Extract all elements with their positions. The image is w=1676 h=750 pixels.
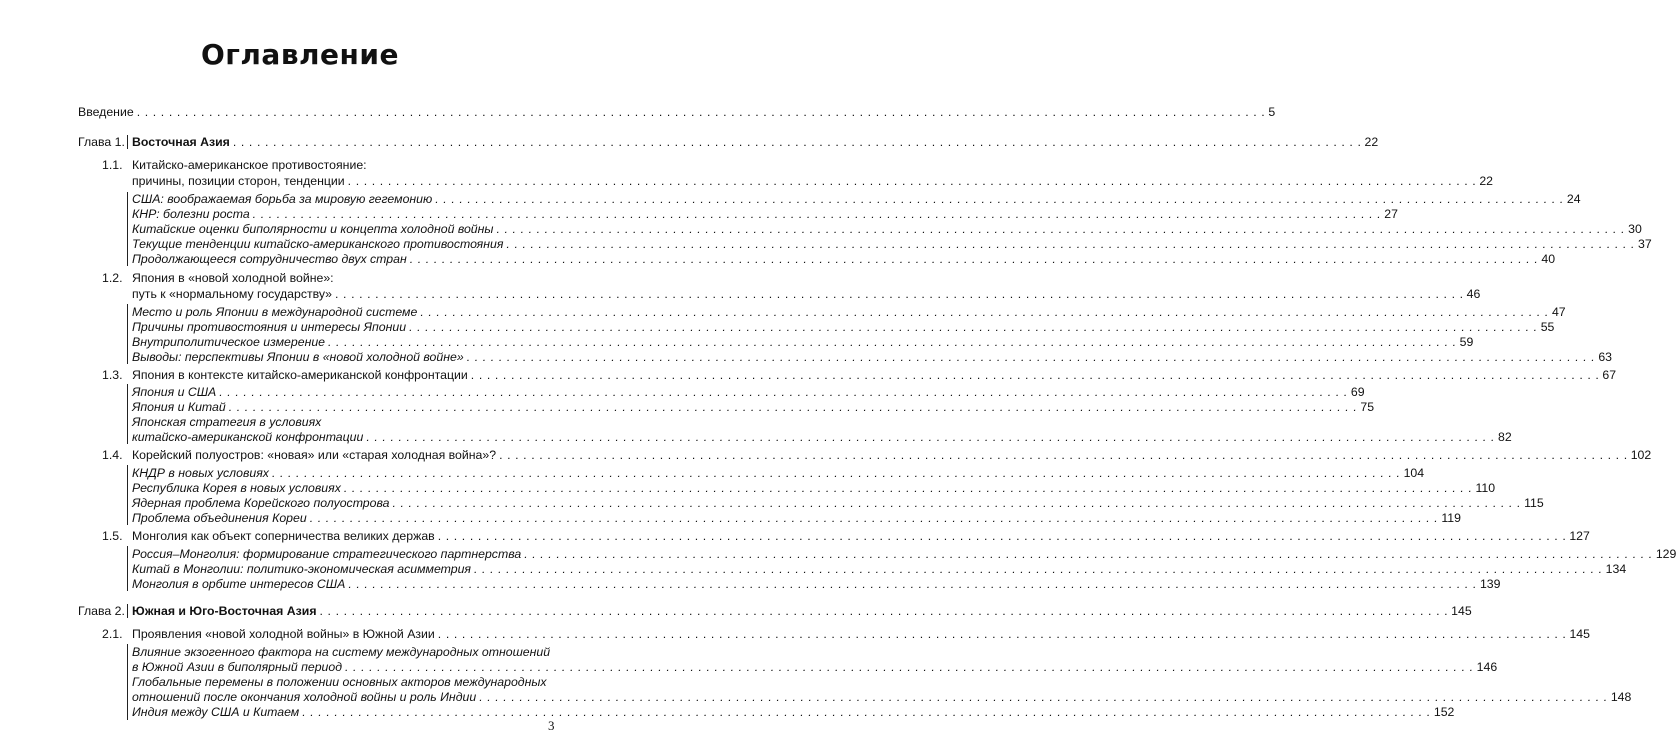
toc-entry-text: КНДР в новых условиях (132, 466, 269, 480)
toc-entry-page: 40 (1541, 252, 1556, 266)
toc-entry-page: 30 (1628, 222, 1642, 236)
toc-entry-page: 22 (1479, 174, 1493, 188)
toc-entry-page: 152 (1433, 705, 1455, 719)
toc-entry-text: Китай в Монголии: политико-экономическая асимметрия (132, 562, 471, 576)
toc-entry-text: отношений после окончания холодной войны и роль Индии (132, 690, 477, 704)
dot-leader (253, 207, 1382, 221)
toc-entry-page: 27 (1384, 207, 1398, 221)
toc-entry-text: Ядерная проблема Корейского полуострова (132, 496, 390, 510)
toc-entry-text: Монголия в орбите интересов США (132, 577, 346, 591)
toc-subsection[interactable] (132, 305, 1566, 319)
toc-entry-page: 24 (1566, 192, 1581, 206)
dot-leader (438, 627, 1567, 641)
dot-leader (137, 105, 1266, 119)
subsection-bar (127, 465, 128, 525)
toc-entry-text: китайско-американской конфронтации (132, 430, 364, 444)
toc-entry-text: Индия между США и Китаем (132, 705, 300, 719)
section-number: 1.1. (102, 158, 123, 172)
page-title: Оглавление (200, 38, 399, 71)
toc-subsection[interactable] (132, 577, 1501, 591)
toc-subsection[interactable] (132, 192, 1581, 206)
dot-leader (496, 222, 1625, 236)
dot-leader (409, 320, 1538, 334)
toc-entry-text: Южная и Юго-Восточная Азия (132, 604, 317, 618)
toc-subsection[interactable] (132, 466, 1425, 480)
section-number: 1.4. (102, 448, 123, 462)
dot-leader (320, 604, 1449, 618)
toc-subsection[interactable] (132, 481, 1496, 495)
toc-entry-page: 104 (1403, 466, 1425, 480)
toc-subsection[interactable] (132, 430, 1512, 444)
toc-subsection[interactable] (132, 222, 1642, 236)
toc-entry-text: Внутриполитическое измерение (132, 335, 326, 349)
section-number: 1.2. (102, 271, 123, 285)
toc-entry-page: 59 (1459, 335, 1474, 349)
toc-subsection[interactable] (132, 562, 1627, 576)
toc-entry-page: 110 (1475, 481, 1496, 495)
toc-entry-page: 145 (1569, 627, 1590, 641)
section-title-line: Китайско-американское противостояние: (132, 158, 367, 172)
toc-entry-page: 102 (1630, 448, 1652, 462)
toc-section-1-5[interactable] (132, 529, 1590, 543)
toc-entry-text: причины, позиции сторон, тенденции (132, 174, 345, 188)
dot-leader (392, 496, 1521, 510)
dot-leader (328, 335, 1457, 349)
toc-entry-text: Текущие тенденции китайско-американского противостояния (132, 237, 504, 251)
dot-leader (410, 252, 1539, 266)
toc-entry-text: в Южной Азии в биполярный период (132, 660, 343, 674)
toc-subsection[interactable] (132, 511, 1461, 525)
toc-entry-page: 139 (1479, 577, 1501, 591)
toc-entry-page: 75 (1360, 400, 1375, 414)
toc-entry-page: 146 (1476, 660, 1498, 674)
dot-leader (499, 448, 1628, 462)
toc-entry-page: 129 (1655, 547, 1676, 561)
toc-entry-text: Япония и США (132, 385, 217, 399)
toc-subsection[interactable] (132, 350, 1613, 364)
toc-entry-text: Япония в контексте китайско-американской конфронтации (132, 368, 468, 382)
toc-entry-page: 37 (1638, 237, 1652, 251)
subsection-bar (127, 644, 128, 720)
subsection-title-line: Влияние экзогенного фактора на систему международных отношений (132, 645, 551, 659)
toc-subsection[interactable] (132, 252, 1556, 266)
dot-leader (348, 174, 1477, 188)
toc-entry-page: 119 (1441, 511, 1461, 525)
dot-leader (335, 287, 1464, 301)
dot-leader (310, 511, 1439, 525)
subsection-bar (127, 546, 128, 591)
toc-entry-text: Республика Корея в новых условиях (132, 481, 341, 495)
subsection-bar (127, 192, 128, 266)
dot-leader (467, 350, 1596, 364)
chapter-divider (127, 135, 128, 149)
subsection-title-line: Глобальные перемены в положении основных акторов международных (132, 675, 547, 689)
toc-entry-text: путь к «нормальному государству» (132, 287, 332, 301)
toc-subsection[interactable] (132, 385, 1365, 399)
toc-subsection[interactable] (132, 496, 1544, 510)
section-number: 2.1. (102, 627, 123, 641)
toc-entry-page: 82 (1498, 430, 1512, 444)
toc-entry-text: Место и роль Японии в международной системе (132, 305, 418, 319)
dot-leader (524, 547, 1653, 561)
section-number: 1.5. (102, 529, 123, 543)
subsection-bar (127, 304, 128, 364)
toc-subsection[interactable] (132, 237, 1652, 251)
toc-subsection[interactable] (132, 547, 1676, 561)
toc-subsection[interactable] (132, 207, 1398, 221)
toc-entry-page: 69 (1350, 385, 1365, 399)
toc-entry-text: Монголия как объект соперничества великих держав (132, 529, 435, 543)
dot-leader (344, 481, 1473, 495)
chapter-number: Глава 2. (78, 604, 125, 618)
toc-entry-text: Япония и Китай (132, 400, 226, 414)
toc-entry-page: 67 (1602, 368, 1617, 382)
toc-entry-intro[interactable] (78, 105, 1276, 119)
dot-leader (229, 400, 1358, 414)
toc-subsection[interactable] (132, 690, 1632, 704)
dot-leader (474, 562, 1603, 576)
toc-entry-text: Введение (78, 105, 134, 119)
toc-entry-page: 127 (1569, 529, 1590, 543)
toc-entry-text: Выводы: перспективы Японии в «новой холодной войне» (132, 350, 464, 364)
toc-section-2-1[interactable] (132, 627, 1590, 641)
toc-entry-text: Корейский полуостров: «новая» или «старая холодная война»? (132, 448, 497, 462)
dot-leader (348, 577, 1477, 591)
toc-entry-text: КНР: болезни роста (132, 207, 250, 221)
toc-subsection[interactable] (132, 660, 1498, 674)
dot-leader (345, 660, 1474, 674)
toc-entry-page: 145 (1451, 604, 1472, 618)
toc-entry-page: 55 (1540, 320, 1555, 334)
toc-chapter-1[interactable] (132, 135, 1379, 149)
toc-section-1-1[interactable] (132, 174, 1493, 188)
toc-entry-page: 148 (1610, 690, 1632, 704)
toc-entry-page: 63 (1598, 350, 1613, 364)
toc-entry-text: Восточная Азия (132, 135, 230, 149)
toc-entry-text: Проблема объединения Кореи (132, 511, 307, 525)
dot-leader (471, 368, 1600, 382)
toc-entry-page: 22 (1364, 135, 1379, 149)
toc-entry-page: 46 (1466, 287, 1481, 301)
toc-entry-page: 115 (1524, 496, 1544, 510)
toc-section-1-2[interactable] (132, 287, 1481, 301)
toc-section-1-4[interactable] (132, 448, 1652, 462)
dot-leader (479, 690, 1608, 704)
dot-leader (420, 305, 1549, 319)
dot-leader (438, 529, 1567, 543)
dot-leader (506, 237, 1635, 251)
dot-leader (272, 466, 1401, 480)
section-number: 1.3. (102, 368, 123, 382)
dot-leader (302, 705, 1431, 719)
toc-entry-text: Россия–Монголия: формирование стратегического партнерства (132, 547, 522, 561)
toc-entry-text: Китайские оценки биполярности и концепта холодной войны (132, 222, 494, 236)
toc-entry-text: Продолжающееся сотрудничество двух стран (132, 252, 407, 266)
toc-section-1-3[interactable] (132, 368, 1617, 382)
toc-subsection[interactable] (132, 335, 1474, 349)
page-number: 3 (548, 718, 555, 733)
toc-entry-page: 134 (1605, 562, 1627, 576)
dot-leader (366, 430, 1495, 444)
toc-entry-text: Причины противостояния и интересы Японии (132, 320, 407, 334)
toc-chapter-2[interactable] (132, 604, 1472, 618)
dot-leader (233, 135, 1362, 149)
toc-subsection[interactable] (132, 705, 1455, 719)
chapter-number: Глава 1. (78, 135, 125, 149)
toc-subsection[interactable] (132, 400, 1375, 414)
dot-leader (219, 385, 1348, 399)
toc-entry-text: Проявления «новой холодной войны» в Южной Азии (132, 627, 435, 641)
subsection-bar (127, 384, 128, 444)
dot-leader (435, 192, 1564, 206)
toc-entry-page: 5 (1268, 105, 1276, 119)
chapter-divider (127, 604, 128, 618)
toc-entry-text: США: воображаемая борьба за мировую гегемонию (132, 192, 433, 206)
toc-entry-page: 47 (1551, 305, 1566, 319)
toc-subsection[interactable] (132, 320, 1555, 334)
section-title-line: Япония в «новой холодной войне»: (132, 271, 334, 285)
subsection-title-line: Японская стратегия в условиях (132, 415, 322, 429)
